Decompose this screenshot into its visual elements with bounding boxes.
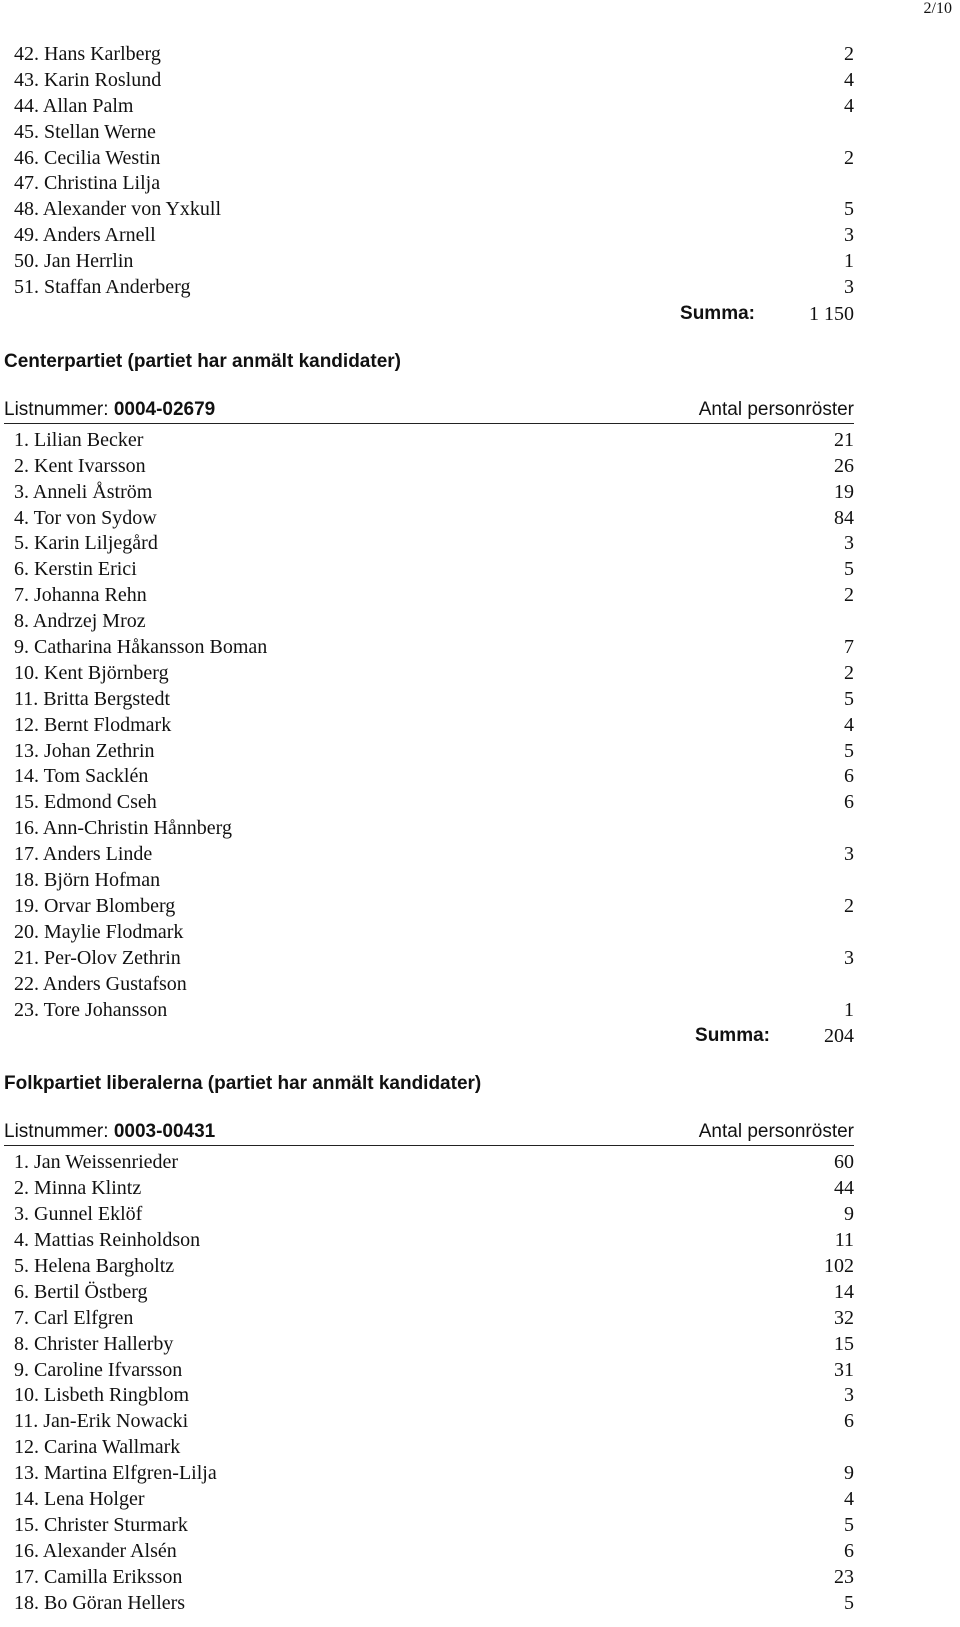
candidate-row (4, 94, 854, 120)
candidate-votes: 102 (824, 1254, 854, 1277)
candidate-row (4, 687, 854, 713)
candidate-votes: 4 (844, 713, 854, 736)
candidate-votes: 3 (844, 946, 854, 969)
candidate-votes: 11 (834, 1229, 854, 1252)
candidate-votes: 5 (844, 1591, 854, 1614)
candidate-row (4, 1280, 854, 1306)
candidate-name: 46. Cecilia Westin (14, 146, 161, 169)
candidate-name: 5. Helena Bargholtz (14, 1254, 175, 1277)
candidate-name: 17. Camilla Eriksson (14, 1565, 183, 1588)
candidate-row (4, 1461, 854, 1487)
candidate-row (4, 1565, 854, 1591)
folkpartiet-candidate-list (4, 1150, 854, 1616)
candidate-votes: 6 (844, 791, 854, 814)
candidate-row (4, 739, 854, 765)
candidate-name: 16. Ann-Christin Hånnberg (14, 817, 232, 840)
candidate-votes: 2 (844, 584, 854, 607)
list-header (4, 1119, 854, 1146)
candidate-votes: 19 (834, 480, 854, 503)
candidate-row (4, 713, 854, 739)
candidate-votes: 5 (844, 558, 854, 581)
candidate-votes: 6 (844, 765, 854, 788)
list-number-label (4, 1119, 215, 1145)
candidate-votes: 60 (834, 1151, 854, 1174)
candidate-name: 45. Stellan Werne (14, 120, 156, 143)
candidate-votes: 23 (834, 1565, 854, 1588)
candidate-name: 1. Jan Weissenrieder (14, 1151, 179, 1174)
candidate-row (4, 1332, 854, 1358)
candidate-row (4, 506, 854, 532)
list-label: Listnummer: (4, 1121, 109, 1143)
candidate-row (4, 1254, 854, 1280)
candidate-votes: 5 (844, 198, 854, 221)
centerpartiet-candidate-list (4, 428, 854, 1023)
candidate-row (4, 1591, 854, 1617)
candidate-votes: 6 (844, 1410, 854, 1433)
candidate-row (4, 1539, 854, 1565)
party-title: Centerpartiet (partiet har anmält kandidater) (4, 350, 401, 372)
candidate-name: 6. Kerstin Erici (14, 558, 137, 581)
candidate-row (4, 946, 854, 972)
candidate-name: 13. Johan Zethrin (14, 739, 155, 762)
list-number: 0004-02679 (113, 398, 216, 420)
candidate-row (4, 764, 854, 790)
candidate-votes: 1 (844, 998, 854, 1021)
candidate-row (4, 1202, 854, 1228)
candidate-row (4, 1358, 854, 1384)
summa-row (4, 1023, 854, 1049)
candidate-row (4, 1487, 854, 1513)
candidate-name: 15. Edmond Cseh (14, 791, 157, 814)
candidate-row (4, 223, 854, 249)
candidate-row (4, 531, 854, 557)
candidate-name: 18. Bo Göran Hellers (14, 1591, 186, 1614)
candidate-votes: 3 (844, 843, 854, 866)
candidate-name: 1. Lilian Becker (14, 428, 144, 451)
candidate-votes: 5 (844, 739, 854, 762)
candidate-row (4, 635, 854, 661)
candidate-name: 20. Maylie Flodmark (14, 920, 184, 943)
candidate-name: 16. Alexander Alsén (14, 1539, 177, 1562)
candidate-name: 11. Britta Bergstedt (14, 687, 171, 710)
candidate-votes (814, 609, 854, 635)
list-header (4, 397, 854, 424)
candidate-votes: 2 (844, 43, 854, 65)
top-candidate-list (4, 42, 854, 301)
candidate-row (4, 146, 854, 172)
candidate-votes: 3 (844, 224, 854, 247)
party-title: Folkpartiet liberalerna (partiet har anmält kandidater) (4, 1073, 482, 1095)
candidate-name: 9. Caroline Ifvarsson (14, 1358, 183, 1381)
candidate-name: 7. Johanna Rehn (14, 584, 147, 607)
candidate-name: 5. Karin Liljegård (14, 532, 158, 555)
candidate-votes: 84 (834, 506, 854, 529)
summa-value: 1 150 (809, 302, 854, 325)
candidate-votes: 31 (834, 1358, 854, 1381)
candidate-name: 13. Martina Elfgren-Lilja (14, 1462, 217, 1485)
votes-column-header: Antal personröster (698, 398, 854, 420)
candidate-name: 14. Lena Holger (14, 1487, 145, 1510)
candidate-name: 10. Kent Björnberg (14, 661, 169, 684)
candidate-row (4, 120, 854, 146)
candidate-row (4, 1176, 854, 1202)
candidate-name: 9. Catharina Håkansson Boman (14, 636, 268, 659)
page-number: 2/10 (923, 0, 952, 17)
candidate-votes: 44 (834, 1177, 854, 1200)
list-number: 0003-00431 (113, 1121, 216, 1143)
candidate-row (4, 661, 854, 687)
candidate-name: 49. Anders Arnell (14, 224, 156, 247)
candidate-votes (814, 1435, 854, 1461)
candidate-votes (814, 868, 854, 894)
candidate-name: 51. Staffan Anderberg (14, 276, 191, 299)
list-label: Listnummer: (4, 398, 109, 420)
candidate-votes: 4 (844, 94, 854, 117)
candidate-votes: 26 (834, 454, 854, 477)
candidate-row (4, 972, 854, 998)
candidate-name: 11. Jan-Erik Nowacki (14, 1410, 189, 1433)
votes-column-header: Antal personröster (698, 1121, 854, 1143)
candidate-row (4, 842, 854, 868)
candidate-votes: 9 (844, 1462, 854, 1485)
candidate-name: 2. Minna Klintz (14, 1177, 142, 1200)
candidate-row (4, 1435, 854, 1461)
candidate-votes: 9 (844, 1203, 854, 1226)
candidate-row (4, 583, 854, 609)
candidate-name: 17. Anders Linde (14, 843, 153, 866)
candidate-votes (814, 972, 854, 998)
candidate-votes: 7 (844, 636, 854, 659)
candidate-votes: 4 (844, 68, 854, 91)
candidate-row (4, 816, 854, 842)
candidate-row (4, 1409, 854, 1435)
candidate-row (4, 197, 854, 223)
candidate-votes (814, 120, 854, 146)
candidate-votes: 21 (834, 428, 854, 451)
candidate-name: 4. Tor von Sydow (14, 506, 157, 529)
candidate-votes: 3 (844, 276, 854, 299)
candidate-name: 12. Bernt Flodmark (14, 713, 172, 736)
candidate-votes: 2 (844, 894, 854, 917)
candidate-name: 42. Hans Karlberg (14, 43, 161, 65)
candidate-row (4, 68, 854, 94)
candidate-name: 50. Jan Herrlin (14, 250, 134, 273)
summa-value: 204 (824, 1025, 854, 1048)
candidate-name: 3. Gunnel Eklöf (14, 1203, 143, 1226)
summa-label: Summa: (695, 1025, 770, 1047)
candidate-name: 10. Lisbeth Ringblom (14, 1384, 189, 1407)
candidate-row (4, 998, 854, 1024)
candidate-row (4, 868, 854, 894)
candidate-votes: 3 (844, 532, 854, 555)
candidate-name: 12. Carina Wallmark (14, 1436, 181, 1459)
candidate-name: 43. Karin Roslund (14, 68, 162, 91)
candidate-row (4, 920, 854, 946)
candidate-name: 44. Allan Palm (14, 94, 134, 117)
candidate-votes: 2 (844, 661, 854, 684)
candidate-name: 47. Christina Lilja (14, 172, 161, 195)
summa-row (4, 301, 854, 327)
candidate-row (4, 249, 854, 275)
candidate-name: 15. Christer Sturmark (14, 1513, 188, 1536)
candidate-name: 23. Tore Johansson (14, 998, 168, 1021)
candidate-votes: 1 (844, 250, 854, 273)
candidate-votes: 5 (844, 1513, 854, 1536)
candidate-row (4, 171, 854, 197)
candidate-row (4, 1383, 854, 1409)
candidate-name: 14. Tom Sacklén (14, 765, 149, 788)
candidate-row (4, 1150, 854, 1176)
candidate-row (4, 275, 854, 301)
candidate-row (4, 1228, 854, 1254)
candidate-name: 7. Carl Elfgren (14, 1306, 134, 1329)
candidate-row (4, 609, 854, 635)
candidate-votes (814, 171, 854, 197)
candidate-row (4, 428, 854, 454)
candidate-name: 8. Andrzej Mroz (14, 610, 146, 633)
candidate-row (4, 1513, 854, 1539)
list-number-label (4, 397, 215, 423)
candidate-name: 4. Mattias Reinholdson (14, 1229, 201, 1252)
candidate-name: 2. Kent Ivarsson (14, 454, 146, 477)
candidate-name: 19. Orvar Blomberg (14, 894, 176, 917)
candidate-name: 3. Anneli Åström (14, 480, 153, 503)
candidate-votes: 2 (844, 146, 854, 169)
candidate-row (4, 557, 854, 583)
candidate-votes (814, 920, 854, 946)
candidate-row (4, 790, 854, 816)
candidate-row (4, 480, 854, 506)
candidate-name: 8. Christer Hallerby (14, 1332, 174, 1355)
candidate-votes: 14 (834, 1280, 854, 1303)
candidate-votes: 15 (834, 1332, 854, 1355)
candidate-row (4, 1306, 854, 1332)
summa-label: Summa: (680, 302, 755, 324)
candidate-votes: 5 (844, 687, 854, 710)
candidate-name: 48. Alexander von Yxkull (14, 198, 222, 221)
candidate-row (4, 454, 854, 480)
candidate-votes: 6 (844, 1539, 854, 1562)
candidate-row (4, 894, 854, 920)
candidate-name: 18. Björn Hofman (14, 869, 161, 892)
candidate-name: 6. Bertil Östberg (14, 1280, 148, 1303)
candidate-votes: 4 (844, 1487, 854, 1510)
candidate-votes: 3 (844, 1384, 854, 1407)
document-content (4, 42, 854, 1616)
candidate-name: 21. Per-Olov Zethrin (14, 946, 181, 969)
candidate-votes (814, 816, 854, 842)
candidate-votes: 32 (834, 1306, 854, 1329)
candidate-name: 22. Anders Gustafson (14, 972, 187, 995)
candidate-row (4, 42, 854, 68)
